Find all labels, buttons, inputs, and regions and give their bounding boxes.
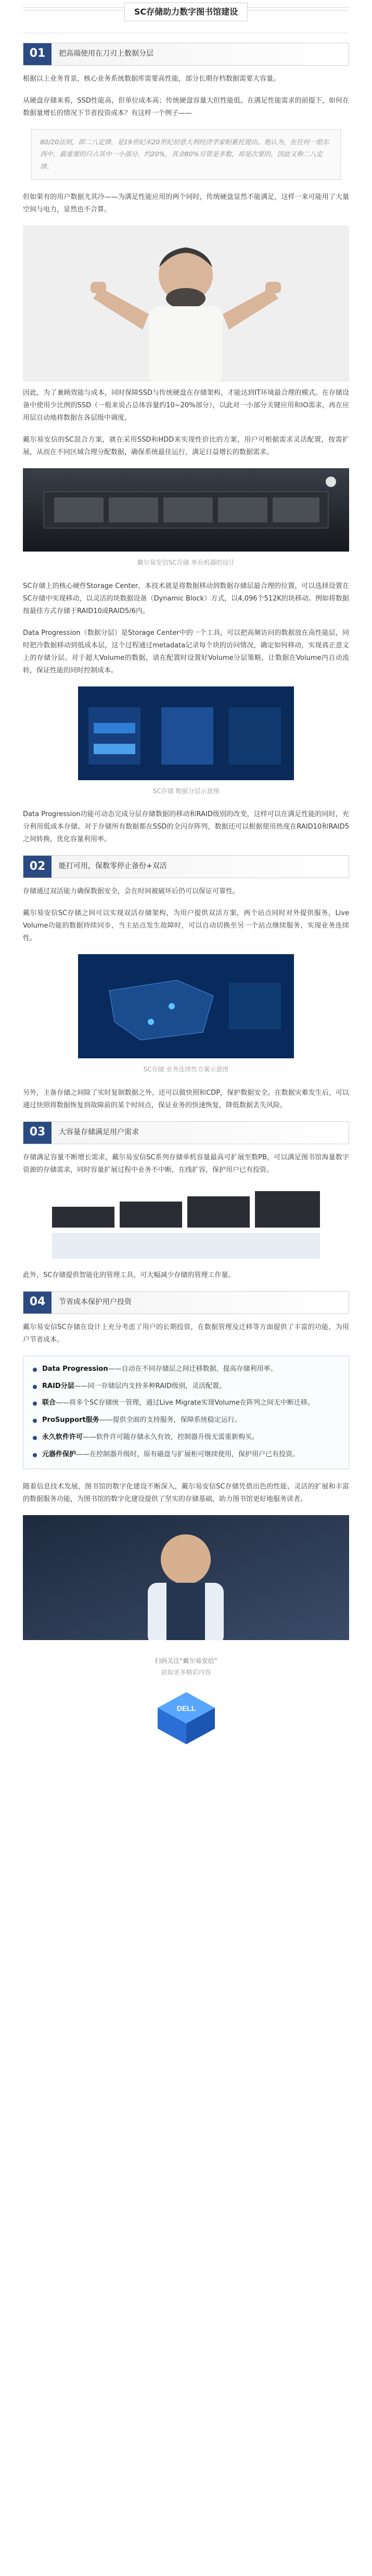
section-title: 大容量存储满足用户需求 [52, 1122, 349, 1144]
storage-device-image [23, 468, 349, 552]
paragraph: 戴尔易安信SC存储在设计上充分考虑了用户的长期投资，在数据管理及迁移等方面提供了丰富的功能，为用户节省成本。 [23, 1323, 349, 1344]
paragraph: 另外，主备存储之间除了实时复制数据之外，还可以做快照和CDP，保护数据安全。在数据灾难发生后，可以通过快照将数据恢复到故障前的某个时间点，保证业务的快速恢复，降低数据丢失风险。 [23, 1089, 349, 1109]
section-header-01 [23, 43, 349, 66]
paragraph: 此外，SC存储提供智能化的管理工具，可大幅减少存储的管理工作量。 [23, 1271, 235, 1279]
footer-line-2: 获取更多精彩内容 [161, 1669, 211, 1677]
footer [0, 1656, 372, 1749]
paragraph: 因此，为了兼顾效能与成本，同时保障SSD与传统硬盘在存储架构，才能达到IT环境最合理的模式。在存储设备中使用少比例的SSD（一般来说占总体容量约10~20%部分），以此对一小部分关键应用和IO需求，再在应用层自动地将数据在各层级中调度。 [23, 389, 349, 422]
list-item: 元器件保护——在控制器升级时，原有磁盘与扩展柜可继续使用，保护用户已有投资。 [33, 1449, 339, 1461]
section-header-04 [23, 1291, 349, 1314]
svg-text:DELL: DELL [176, 1704, 196, 1712]
section-header-02 [23, 855, 349, 878]
paragraph: 存储满足容量不断增长需求，戴尔易安信SC系列存储单机容量最高可扩展至数PB，可以满足图书馆海量数字资源的存储需求，同时容量扩展过程中业务不中断，在线扩容，保护用户已有投资。 [23, 1153, 349, 1174]
footer-line-1: 扫码关注“戴尔易安信” [155, 1657, 217, 1665]
paragraph: 戴尔易安信SC存储之间可以实现双活存储架构，为用户提供双活方案，两个站点同时对外提供服务，Live Volume功能的数据持续同步，当主站点发生故障时，可以自动切换至另一个站点继续服务，实现业务连续性。 [23, 909, 349, 943]
tiering-diagram [78, 686, 294, 780]
section-title: 节省成本保护用户投资 [52, 1292, 349, 1314]
person-photo [23, 226, 349, 382]
list-item: RAID分层——同一存储层内支持多种RAID级别，灵活配置。 [33, 1381, 339, 1393]
paragraph: 但如果有的用户数据尤其冷——为满足性能应用的两个同时，传统硬盘显然不能满足，这样一来可能用了大量空间与电力，显然也不合算。 [23, 193, 349, 214]
list-item: 联合——将多个SC存储统一管理，通过Live Migrate实现Volume在阵列之间无中断迁移。 [33, 1397, 339, 1409]
section-title: 把高端使用在刀刃上数据分层 [52, 43, 349, 65]
paragraph: 根据以上业务背景，核心业务系统数据库需要高性能，部分长期存档数据需要大容量。 [23, 74, 280, 83]
image-caption: SC存储 数据分层示意图 [152, 787, 220, 795]
image-caption: 戴尔易安信SC存储 单台机器的设计 [137, 559, 235, 567]
page-title: SC存储助力数字图书馆建设 [124, 3, 248, 21]
paragraph: Data Progression（数据分层）是Storage Center中的一个工具，可以把高频访问的数据放在高性能层，同时把冷数据移动到低成本层，这个过程通过metadata记录每个块的访问情况，确定如何移动，实现真正意义上的存储分层。对于超大Volume的数据，请在配置时设置好Volume分层策略，让数据在Volume内自动流转，保证性能的同时控制成本。 [23, 629, 349, 674]
list-item: Data Progression——自动在不同存储层之间迁移数据，提高存储利用率。 [33, 1364, 339, 1375]
section-number: 01 [23, 43, 52, 65]
feature-list [23, 1356, 349, 1470]
paragraph: SC存储上的核心硬件Storage Center，本技术就是将数据移动到数据存储层最合理的位置，可以选择设置在SC存储中实现移动，以灵活的块数据设备（Dynamic Block）方式，以4,096个512K的块移动。例如将数据按最佳方式存储于RAID10或RAID5/6内。 [23, 582, 349, 615]
section-number: 02 [23, 856, 52, 878]
continuity-diagram [78, 954, 294, 1058]
quote-box: 80/20法则，即二八定律，是19世纪末20世纪初意大利经济学家帕累托提出。他认为，在任何一组东西中，最重要的只占其中一小部分，约20%，其余80%尽管是多数，却是次要的，因此又称二八定律。 [31, 129, 341, 180]
image-caption: SC存储 业务连续性方案示意图 [143, 1066, 229, 1073]
paragraph: 存储通过双活能力确保数据安全，会在时间被破坏后仍可以保证可靠性。 [23, 887, 240, 896]
paragraph: 戴尔易安信的SC混合方案，就在采用SSD和HDD来实现性价比的方案，用户可根据需求灵活配置，按需扩展，从而在不同区域合理分配数据，确保系统最佳运行，满足日益增长的数据需求。 [23, 436, 349, 457]
paragraph: 从硬盘存储来看，SSD性能高，但单位成本高；传统硬盘容量大但性能低。在满足性能需求的前提下，如何在数据量增长的情况下节省投资成本？有这样一个例子—— [23, 96, 349, 117]
product-lineup-image [47, 1186, 325, 1264]
paragraph: Data Progression功能可动态完成分层存储数据的移动和RAID级别的改变，这样可以在满足性能的同时，充分利用低成本存储。对于存储所有数据都在SSD的全闪存阵列，数据还可以根据使用热度在RAID10和RAID5之间转换，优化容量利用率。 [23, 810, 349, 844]
person-photo-2 [23, 1515, 349, 1640]
section-number: 04 [23, 1292, 52, 1314]
list-item: ProSupport服务——提供全面的支持服务，保障系统稳定运行。 [33, 1415, 339, 1427]
dell-logo-icon [150, 1687, 223, 1749]
section-header-03 [23, 1121, 349, 1144]
section-number: 03 [23, 1122, 52, 1144]
section-title: 能打可用，保数零停止备份+双活 [52, 856, 349, 878]
paragraph: 随着信息技术发展，图书馆的数字化建设不断深入，戴尔易安信SC存储凭借出色的性能、灵活的扩展和丰富的数据服务功能，为图书馆的数字化建设提供了坚实的存储基础，助力图书馆更好地服务读者。 [23, 1483, 349, 1504]
list-item: 永久软件许可——软件许可随存储永久有效，控制器升级无需重新购买。 [33, 1432, 339, 1444]
